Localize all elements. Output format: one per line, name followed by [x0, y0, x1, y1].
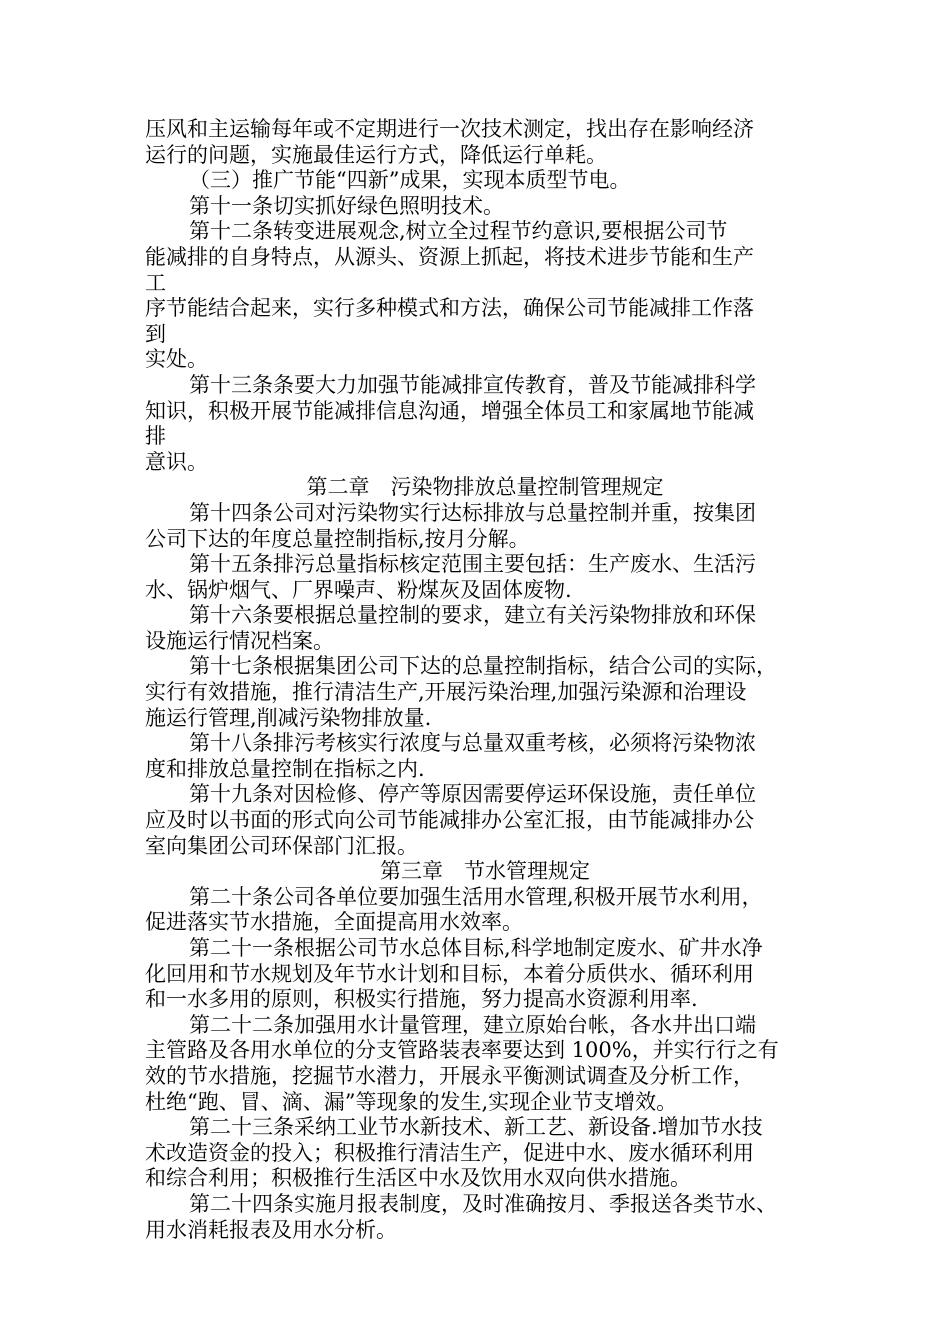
- text-line: 第十六条要根据总量控制的要求，建立有关污染物排放和环保: [189, 603, 756, 628]
- text-line: 能减排的自身特点，从源头、资源上抓起，将技术进步节能和生产: [145, 244, 754, 269]
- text-line: 施运行管理,削减污染物排放量.: [145, 705, 432, 730]
- document-body: [145, 117, 825, 1243]
- text-line: 室向集团公司环保部门汇报。: [145, 833, 418, 858]
- text-line: （三）推广节能“四新”成果，实现本质型节电。: [189, 168, 631, 193]
- text-line: 第十五条排污总量指标核定范围主要包括：生产废水、生活污: [189, 552, 756, 577]
- text-line: 促进落实节水措施，全面提高用水效率。: [145, 910, 523, 935]
- text-line: 到: [145, 321, 166, 346]
- text-line: 效的节水措施，挖掘节水潜力，开展永平衡测试调查及分析工作，: [145, 1063, 754, 1088]
- text-line: 运行的问题，实施最佳运行方式，降低运行单耗。: [145, 142, 607, 167]
- text-line: 术改造资金的投入；积极推行清洁生产，促进中水、废水循环利用: [145, 1140, 754, 1165]
- text-line: 第二十条公司各单位要加强生活用水管理,积极开展节水利用，: [189, 884, 763, 909]
- text-line: 杜绝“跑、冒、滴、漏”等现象的发生,实现企业节支增效。: [145, 1089, 678, 1114]
- text-line: 第二十一条根据公司节水总体目标,科学地制定废水、矿井水净: [189, 936, 763, 960]
- text-line: 设施运行情况档案。: [145, 628, 334, 653]
- text-line: 序节能结合起来，实行多种模式和方法，确保公司节能减排工作落: [145, 296, 754, 321]
- text-line: 第十二条转变进展观念,树立全过程节约意识,要根据公司节: [189, 219, 728, 244]
- text-line: 第二十三条采纳工业节水新技术、新工艺、新设备.增加节水技: [189, 1115, 763, 1140]
- text-line: 第二十二条加强用水计量管理，建立原始台帐，各水井出口端: [189, 1012, 756, 1037]
- chapter-heading: 第二章 污染物排放总量控制管理规定: [306, 475, 664, 500]
- text-line: 化回用和节水规划及年节水计划和目标，本着分质供水、循环利用: [145, 961, 754, 986]
- text-line: 第二十四条实施月报表制度，及时准确按月、季报送各类节水、: [189, 1191, 777, 1216]
- text-line: 实处。: [145, 347, 208, 372]
- text-line: 排: [145, 424, 166, 449]
- text-line: 第十四条公司对污染物实行达标排放与总量控制并重，按集团: [189, 500, 756, 525]
- text-line: 第十九条对因检修、停产等原因需要停运环保设施，责任单位: [189, 782, 756, 807]
- text-line: 主管路及各用水单位的分支管路装表率要达到 100%，并实行行之有: [145, 1038, 779, 1063]
- text-line: 第十八条排污考核实行浓度与总量双重考核，必须将污染物浓: [189, 731, 756, 756]
- text-line: 水、锅炉烟气、厂界噪声、粉煤灰及固体废物.: [145, 577, 572, 602]
- text-line: 度和排放总量控制在指标之内.: [145, 756, 425, 781]
- text-line: 第十三条条要大力加强节能减排宣传教育，普及节能减排科学: [189, 372, 756, 397]
- chapter-heading: 第三章 节水管理规定: [380, 859, 590, 884]
- text-line: 和综合利用；积极推行生活区中水及饮用水双向供水措施。: [145, 1166, 691, 1191]
- text-line: 知识，积极开展节能减排信息沟通，增强全体员工和家属地节能减: [145, 398, 754, 423]
- text-line: 公司下达的年度总量控制指标,按月分解。: [145, 526, 530, 551]
- text-line: 工: [145, 270, 166, 295]
- text-line: 和一水多用的原则，积极实行措施，努力提高水资源利用率.: [145, 987, 698, 1012]
- text-line: 实行有效措施，推行清洁生产,开展污染治理,加强污染源和治理设: [145, 680, 747, 705]
- text-line: 压风和主运输每年或不定期进行一次技术测定，找出存在影响经济: [145, 117, 754, 141]
- text-line: 应及时以书面的形式向公司节能减排办公室汇报，由节能减排办公: [145, 808, 754, 833]
- text-line: 用水消耗报表及用水分析。: [145, 1217, 397, 1242]
- text-line: 第十七条根据集团公司下达的总量控制指标，结合公司的实际，: [189, 654, 777, 679]
- text-line: 第十一条切实抓好绿色照明技术。: [189, 193, 504, 218]
- text-line: 意识。: [145, 449, 208, 474]
